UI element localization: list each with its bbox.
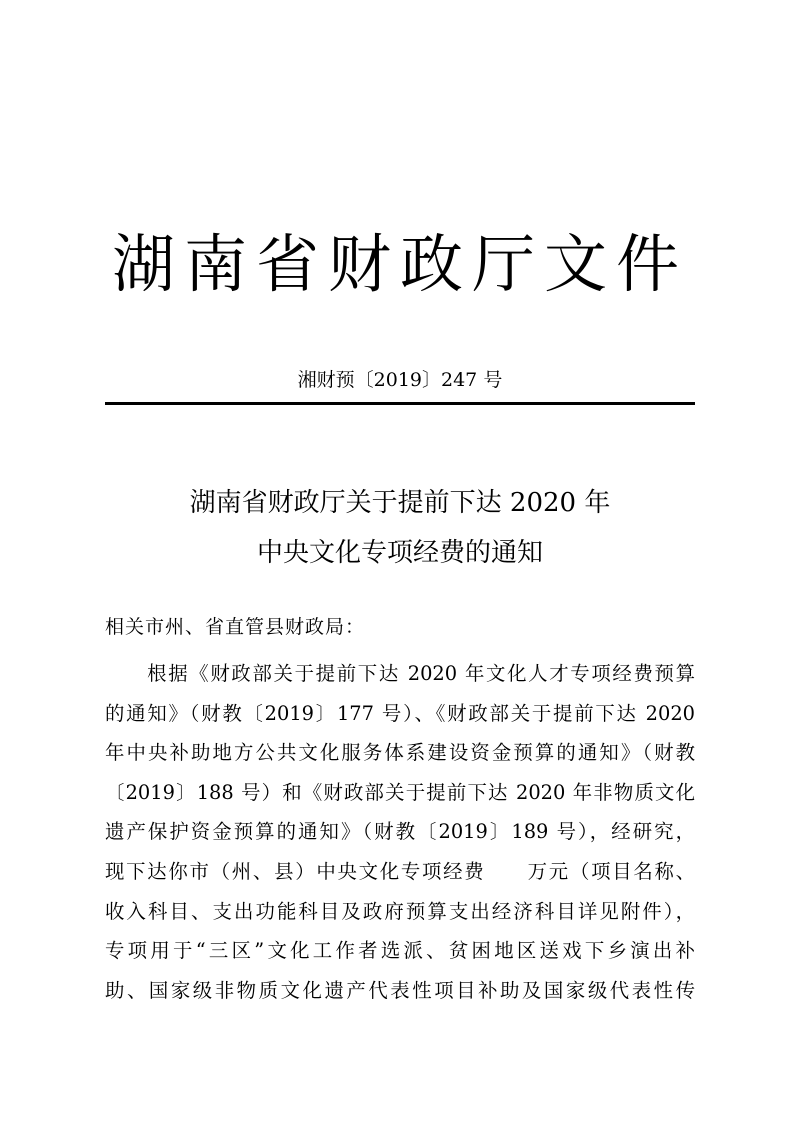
header-separator-rule: [105, 402, 695, 405]
issuer-title: 湖南省财政厅文件: [112, 228, 688, 301]
body-line: 现下达你市（州、县）中央文化专项经费 万元（项目名称、: [105, 859, 695, 883]
document-subject: [105, 478, 695, 578]
body-line: 〔2019〕188 号）和《财政部关于提前下达 2020 年非物质文化: [105, 780, 695, 804]
body-line: 的通知》（财教〔2019〕177 号）、《财政部关于提前下达 2020: [105, 701, 695, 725]
body-line: 收入科目、支出功能科目及政府预算支出经济科目详见附件），: [105, 899, 695, 923]
subject-line: 中央文化专项经费的通知: [256, 538, 543, 568]
body-line: 年中央补助地方公共文化服务体系建设资金预算的通知》（财教: [105, 741, 695, 765]
document-number: 湘财预〔2019〕247 号: [297, 369, 503, 391]
body-line: 专项用于“三区”文化工作者选派、贫困地区送戏下乡演出补: [105, 939, 695, 963]
body-line: 根据《财政部关于提前下达 2020 年文化人才专项经费预算: [105, 662, 695, 685]
body-text: [105, 654, 695, 1010]
body-line: 遗产保护资金预算的通知》（财教〔2019〕189 号），经研究，: [105, 820, 695, 844]
subject-line: 湖南省财政厅关于提前下达 2020 年: [189, 488, 611, 518]
recipient-line: 相关市州、省直管县财政局：: [105, 616, 366, 638]
body-line: 助、国家级非物质文化遗产代表性项目补助及国家级代表性传: [105, 978, 695, 1002]
